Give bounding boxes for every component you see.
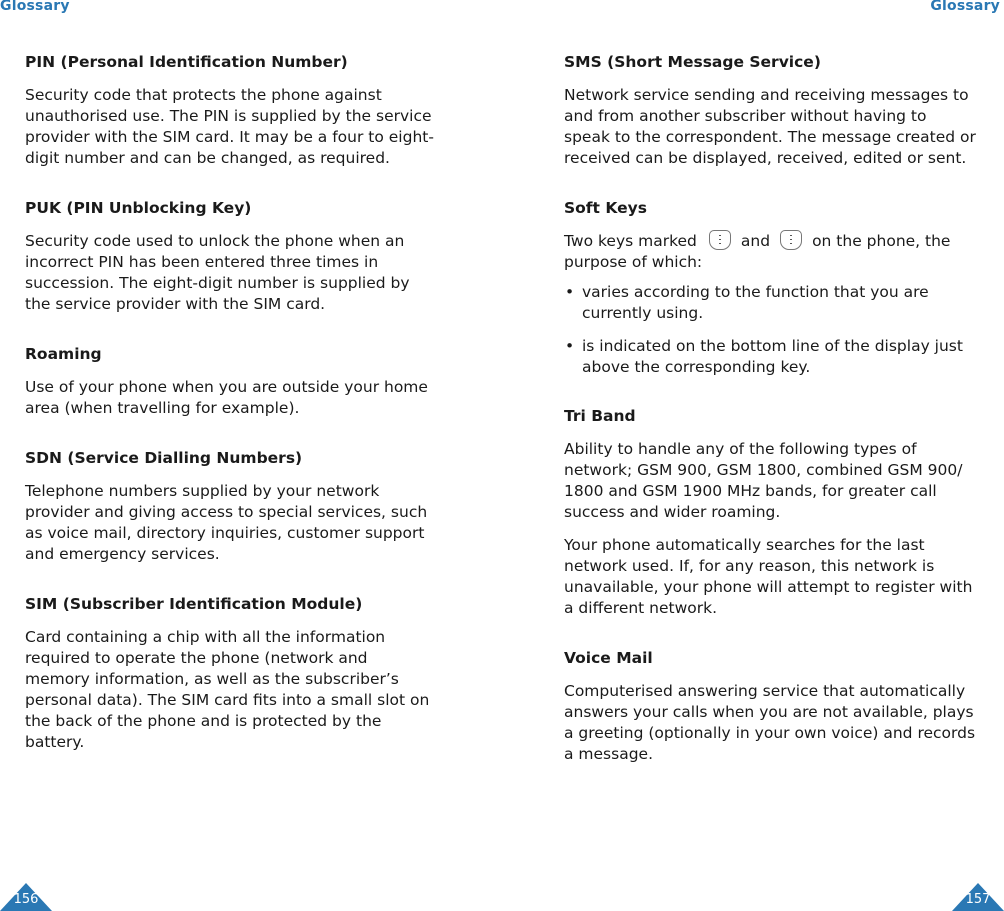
term-sms: SMS (Short Message Service) bbox=[564, 53, 821, 71]
right-column bbox=[564, 52, 976, 794]
term-voice-mail: Voice Mail bbox=[564, 649, 653, 667]
definition-sdn: Telephone numbers supplied by your network provider and giving access to special services, such as voice mail, directory inquiries, customer support and emergency services. bbox=[25, 482, 428, 563]
definition-sim: Card containing a chip with all the information required to operate the phone (network and memory information, as well as the subscriber’s personal data). The SIM card fits into a small slot on the back of the phone and is protected by the battery. bbox=[25, 628, 430, 751]
soft-keys-bullet-list bbox=[564, 282, 976, 378]
page-number-left-text: 156 bbox=[13, 892, 39, 907]
term-soft-keys: Soft Keys bbox=[564, 199, 647, 217]
left-column bbox=[25, 52, 437, 782]
term-sim: SIM (Subscriber Identification Module) bbox=[25, 595, 363, 613]
left-soft-key-icon bbox=[709, 230, 731, 250]
list-item: • is indicated on the bottom line of the display just above the corresponding key. bbox=[564, 336, 976, 378]
page-number-right-text: 157 bbox=[965, 892, 991, 907]
term-roaming: Roaming bbox=[25, 345, 102, 363]
page-number-left bbox=[0, 881, 52, 911]
definition-tri-band-1: Ability to handle any of the following types of network; GSM 900, GSM 1800, combined GSM 900/ 1800 and GSM 1900 MHz bands, for greater call success and wider roaming. bbox=[564, 440, 963, 521]
left-page-header: Glossary bbox=[0, 0, 70, 14]
soft-keys-intro-after: on the phone, the purpose of which: bbox=[564, 232, 951, 271]
right-soft-key-icon bbox=[780, 230, 802, 250]
soft-keys-intro-and: and bbox=[740, 232, 771, 250]
term-pin: PIN (Personal Identification Number) bbox=[25, 53, 348, 71]
soft-keys-intro-before: Two keys marked bbox=[564, 232, 697, 250]
page-number-right bbox=[952, 881, 1004, 911]
definition-sms: Network service sending and receiving messages to and from another subscriber without having to speak to the correspondent. The message created or received can be displayed, received, edited or sent. bbox=[564, 86, 976, 167]
definition-roaming: Use of your phone when you are outside your home area (when travelling for example). bbox=[25, 378, 428, 417]
term-puk: PUK (PIN Unblocking Key) bbox=[25, 199, 252, 217]
term-sdn: SDN (Service Dialling Numbers) bbox=[25, 449, 303, 467]
term-tri-band: Tri Band bbox=[564, 407, 636, 425]
definition-voice-mail: Computerised answering service that automatically answers your calls when you are not available, plays a greeting (optionally in your own voice) and records a message. bbox=[564, 682, 976, 763]
definition-soft-keys bbox=[564, 231, 976, 273]
definition-puk: Security code used to unlock the phone when an incorrect PIN has been entered three times in succession. The eight-digit number is supplied by the service provider with the SIM card. bbox=[25, 232, 410, 313]
list-item: • varies according to the function that you are currently using. bbox=[564, 282, 976, 324]
right-page-header: Glossary bbox=[930, 0, 1000, 14]
definition-pin: Security code that protects the phone against unauthorised use. The PIN is supplied by the service provider with the SIM card. It may be a four to eight-digit number and can be changed, as required. bbox=[25, 86, 434, 167]
definition-tri-band-2: Your phone automatically searches for the last network used. If, for any reason, this network is unavailable, your phone will attempt to register with a different network. bbox=[564, 536, 973, 617]
